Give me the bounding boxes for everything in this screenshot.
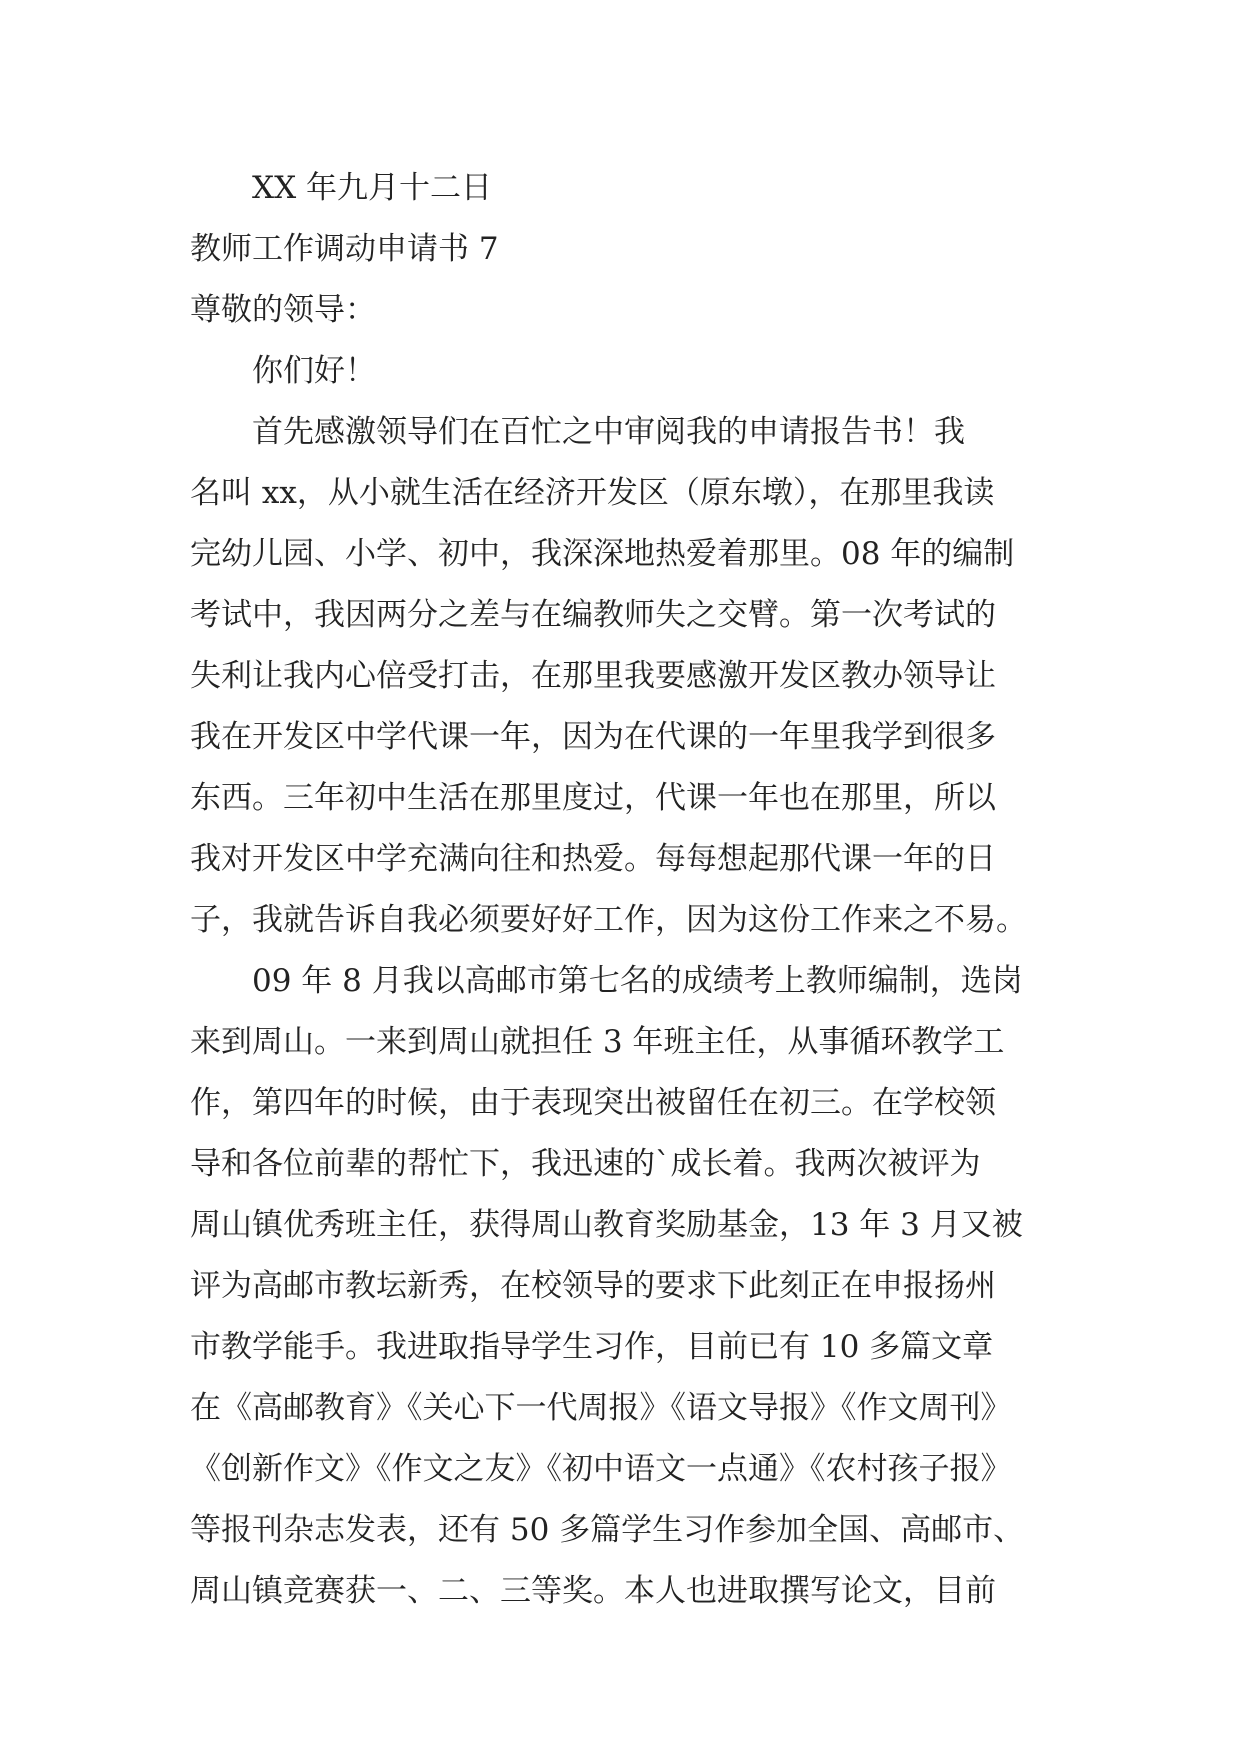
paragraph-line: 在《高邮教育》《关心下一代周报》《语文导报》《作文周刊》 xyxy=(190,1390,1012,1426)
document-title: 教师工作调动申请书 7 xyxy=(190,231,499,267)
paragraph-line: 东西。三年初中生活在那里度过，代课一年也在那里，所以 xyxy=(190,780,996,816)
paragraph-line: 失利让我内心倍受打击，在那里我要感激开发区教办领导让 xyxy=(190,658,996,694)
paragraph-line: 导和各位前辈的帮忙下，我迅速的`成长着。我两次被评为 xyxy=(190,1146,981,1182)
paragraph-line: 市教学能手。我进取指导学生习作，目前已有 10 多篇文章 xyxy=(190,1329,994,1365)
paragraph-line: 周山镇优秀班主任，获得周山教育奖励基金，13 年 3 月又被 xyxy=(190,1207,1023,1243)
document-body xyxy=(190,158,1090,1622)
date-line: XX 年九月十二日 xyxy=(252,170,492,206)
paragraph-line: 评为高邮市教坛新秀，在校领导的要求下此刻正在申报扬州 xyxy=(190,1268,996,1304)
paragraph-line: 《创新作文》《作文之友》《初中语文一点通》《农村孩子报》 xyxy=(190,1451,1012,1487)
paragraph-line: 来到周山。一来到周山就担任 3 年班主任，从事循环教学工 xyxy=(190,1024,1005,1060)
paragraph-line: 我对开发区中学充满向往和热爱。每每想起那代课一年的日 xyxy=(190,841,996,877)
paragraph-line: 作，第四年的时候，由于表现突出被留任在初三。在学校领 xyxy=(190,1085,996,1121)
salutation: 尊敬的领导： xyxy=(190,292,376,328)
paragraph-line: 09 年 8 月我以高邮市第七名的成绩考上教师编制，选岗 xyxy=(252,963,1023,999)
paragraph-line: 首先感激领导们在百忙之中审阅我的申请报告书！我 xyxy=(252,414,965,450)
paragraph-line: 等报刊杂志发表，还有 50 多篇学生习作参加全国、高邮市、 xyxy=(190,1512,1025,1548)
greeting: 你们好！ xyxy=(252,353,376,389)
paragraph-line: 我在开发区中学代课一年，因为在代课的一年里我学到很多 xyxy=(190,719,996,755)
paragraph-line: 子，我就告诉自我必须要好好工作，因为这份工作来之不易。 xyxy=(190,902,1027,938)
paragraph-line: 周山镇竞赛获一、二、三等奖。本人也进取撰写论文，目前 xyxy=(190,1573,996,1609)
paragraph-line: 完幼儿园、小学、初中，我深深地热爱着那里。08 年的编制 xyxy=(190,536,1015,572)
paragraph-line: 名叫 xx，从小就生活在经济开发区（原东墩），在那里我读 xyxy=(190,475,995,511)
paragraph-line: 考试中，我因两分之差与在编教师失之交臂。第一次考试的 xyxy=(190,597,996,633)
